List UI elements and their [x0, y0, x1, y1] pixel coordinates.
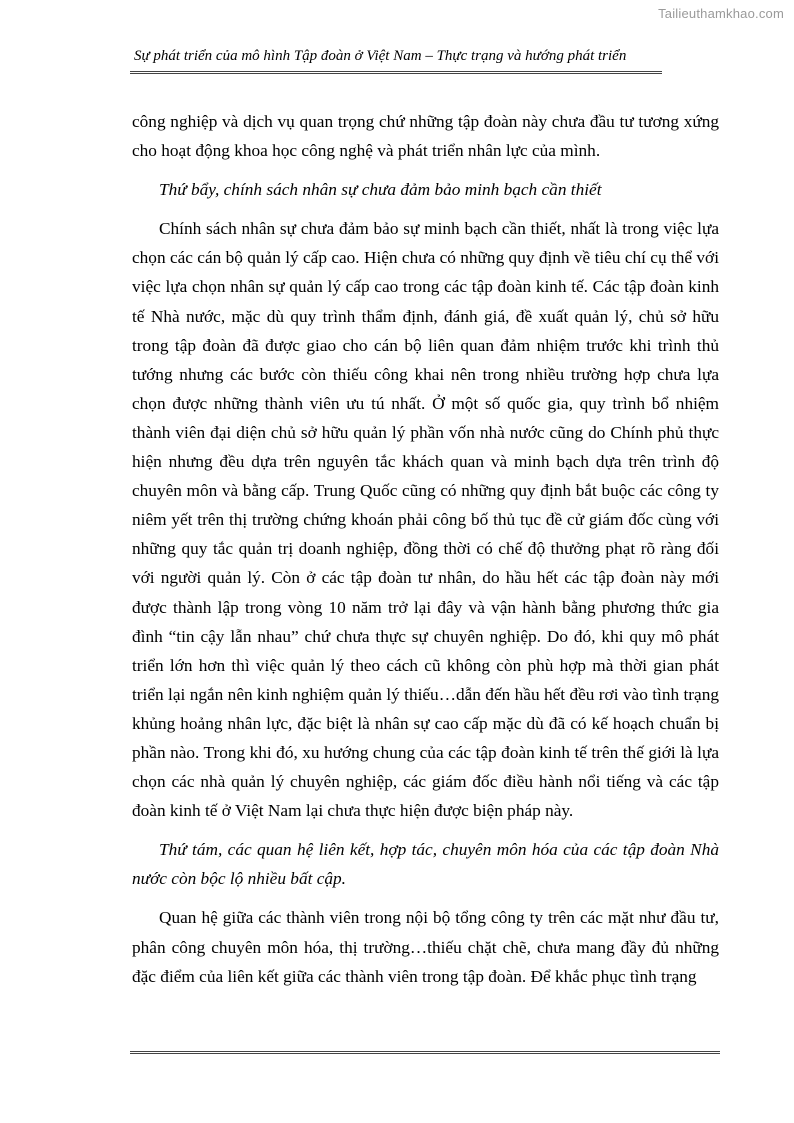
paragraph-personnel-policy: Chính sách nhân sự chưa đảm bảo sự minh bạch cần thiết, nhất là trong việc lựa chọn các cán bộ quản lý cấp cao. Hiện chưa có những quy định về tiêu chí cụ thể với việc lựa chọn nhân sự quản lý cấp cao trong các tập đoàn kinh tế. Các tập đoàn kinh tế Nhà nước, mặc dù quy trình thẩm định, đánh giá, đề xuất quản lý, chủ sở hữu trong tập đoàn đã được giao cho cán bộ liên quan đảm nhiệm trước khi trình thủ tướng nhưng các bước còn thiếu công khai nên trong nhiều trường hợp chưa lựa chọn được những thành viên ưu tú nhất. Ở một số quốc gia, quy trình bổ nhiệm thành viên đại diện chủ sở hữu quản lý phần vốn nhà nước cũng do Chính phủ thực hiện nhưng đều dựa trên nguyên tắc khách quan và minh bạch dựa trên trình độ chuyên môn và bằng cấp. Trung Quốc cũng có những quy định bắt buộc các công ty niêm yết trên thị trường chứng khoán phải công bố thủ tục đề cử giám đốc cùng với những quy tắc quản trị doanh nghiệp, đồng thời có chế độ thưởng phạt rõ ràng đối với người quản lý. Còn ở các tập đoàn tư nhân, do hầu hết các tập đoàn này mới được thành lập trong vòng 10 năm trở lại đây và vận hành bằng phương thức gia đình “tin cậy lẫn nhau” chứ chưa thực sự chuyên nghiệp. Do đó, khi quy mô phát triển lớn hơn thì việc quản lý theo cách cũ không còn phù hợp mà thời gian phát triển lại ngắn nên kinh nghiệm quản lý thiếu…dẫn đến hầu hết đều rơi vào tình trạng khủng hoảng nhân lực, đặc biệt là nhân sự cao cấp mặc dù đã có kế hoạch chuẩn bị phần nào. Trong khi đó, xu hướng chung của các tập đoàn kinh tế trên thế giới là lựa chọn các nhà quản lý chuyên nghiệp, các giám đốc điều hành nổi tiếng và các tập đoàn kinh tế ở Việt Nam lại chưa thực hiện được biện pháp này.	[132, 219, 719, 821]
section-heading-eighth: Thứ tám, các quan hệ liên kết, hợp tác, chuyên môn hóa của các tập đoàn Nhà nước còn bộc lộ nhiều bất cập.	[132, 840, 719, 889]
footer-divider	[130, 1051, 720, 1054]
section-heading-seventh: Thứ bẩy, chính sách nhân sự chưa đảm bảo minh bạch cần thiết	[159, 180, 602, 200]
running-header: Sự phát triển của mô hình Tập đoàn ở Việt Nam – Thực trạng và hướng phát triển	[134, 48, 627, 64]
paragraph-member-relations: Quan hệ giữa các thành viên trong nội bộ tổng công ty trên các mặt như đầu tư, phân công chuyên môn hóa, thị trường…thiếu chặt chẽ, chưa mang đầy đủ những đặc điểm của liên kết giữa các thành viên trong tập đoàn. Để khắc phục tình trạng	[132, 908, 719, 986]
header-divider	[130, 71, 662, 74]
watermark-text: Tailieuthamkhao.com	[658, 6, 784, 21]
page-body	[132, 107, 719, 991]
paragraph-continuation: công nghiệp và dịch vụ quan trọng chứ những tập đoàn này chưa đầu tư tương xứng cho hoạt động khoa học công nghệ và phát triển nhân lực của mình.	[132, 112, 719, 161]
